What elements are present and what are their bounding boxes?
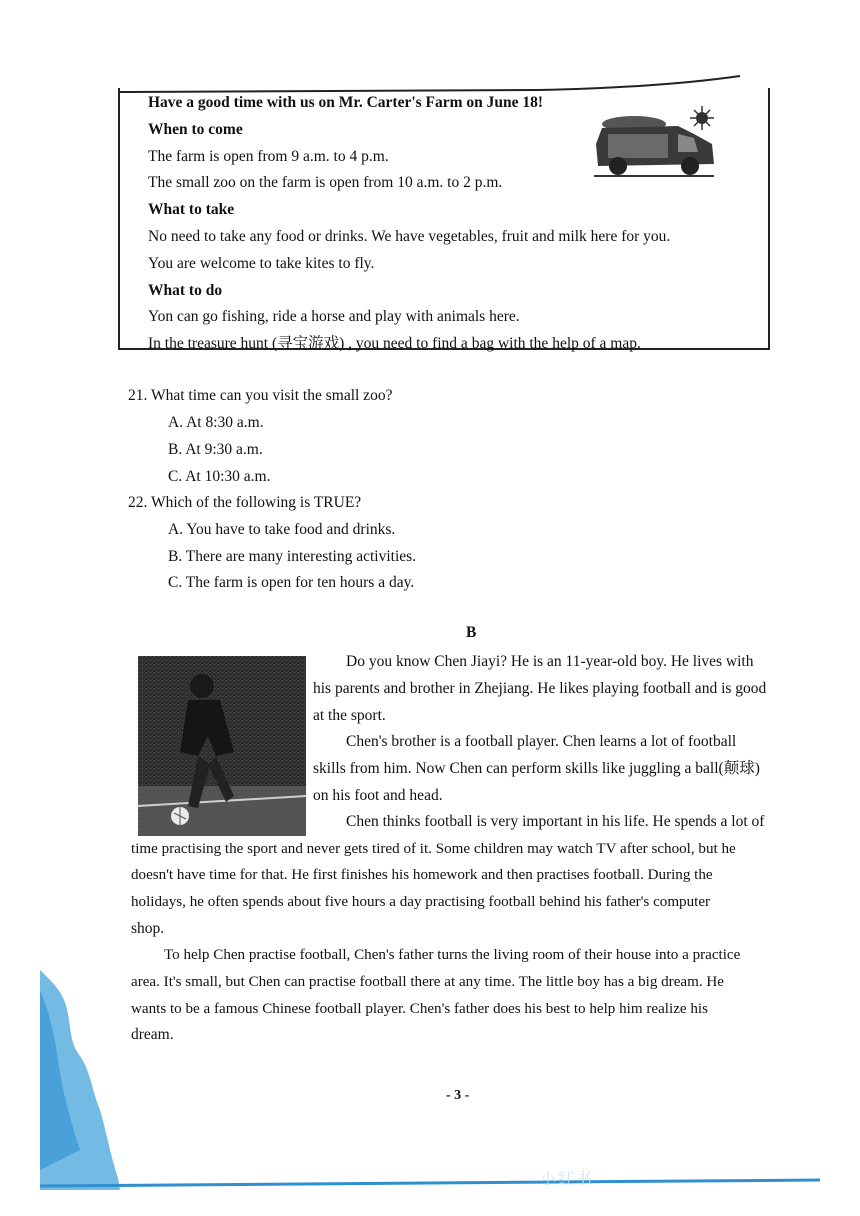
section-heading: B <box>466 624 477 641</box>
notice-line: In the treasure hunt (寻宝游戏) , you need to find a bag with the help of a map. <box>148 335 641 353</box>
passage-line: time practising the sport and never gets tired of it. Some children may watch TV after school, but he <box>131 841 736 857</box>
ink-stain <box>40 970 140 1190</box>
q22-option-b: B. There are many interesting activities. <box>168 548 417 565</box>
notice-heading-take: What to take <box>148 201 235 219</box>
notice-line: The small zoo on the farm is open from 10 a.m. to 2 p.m. <box>148 174 503 192</box>
watermark-text: 小红书 <box>540 1169 595 1188</box>
notice-heading-when: When to come <box>148 120 243 138</box>
q22-option-c: C. The farm is open for ten hours a day. <box>168 574 415 591</box>
passage-line: wants to be a famous Chinese football player. Chen's father does his best to help him realize his <box>131 1001 708 1017</box>
q21-option-b: B. At 9:30 a.m. <box>168 441 263 458</box>
notice-heading-do: What to do <box>148 281 223 299</box>
q22-option-a: A. You have to take food and drinks. <box>168 521 396 538</box>
passage-line: Chen's brother is a football player. Chen learns a lot of football <box>346 733 737 750</box>
passage-line: his parents and brother in Zhejiang. He likes playing football and is good <box>313 680 767 697</box>
passage-line: at the sport. <box>313 707 386 724</box>
passage-line: shop. <box>131 920 165 937</box>
notice-line: Yon can go fishing, ride a horse and play with animals here. <box>148 308 520 326</box>
q21-option-c: C. At 10:30 a.m. <box>168 468 271 485</box>
q21-option-a: A. At 8:30 a.m. <box>168 414 264 431</box>
farm-truck-illustration <box>594 104 720 182</box>
notice-title: Have a good time with us on Mr. Carter's Farm on June 18! <box>148 94 544 111</box>
passage-line: dream. <box>131 1026 174 1043</box>
passage-line: skills from him. Now Chen can perform skills like juggling a ball(颠球) <box>313 760 760 777</box>
notice-line: You are welcome to take kites to fly. <box>148 254 375 272</box>
notice-line: The farm is open from 9 a.m. to 4 p.m. <box>148 147 389 165</box>
passage-line: Chen thinks football is very important in his life. He spends a lot of <box>346 813 765 830</box>
football-player-photo <box>138 656 306 836</box>
passage-line: Do you know Chen Jiayi? He is an 11-year-old boy. He lives with <box>346 653 754 670</box>
passage-line: area. It's small, but Chen can practise football there at any time. The little boy has a big dream. He <box>131 974 724 990</box>
question-21: 21. What time can you visit the small zoo? <box>128 387 393 404</box>
question-22: 22. Which of the following is TRUE? <box>128 494 362 511</box>
farm-notice-box <box>118 88 770 353</box>
page-number: - 3 - <box>446 1088 470 1103</box>
passage-line: doesn't have time for that. He first finishes his homework and then practises football. During the <box>131 867 713 883</box>
passage-line: holidays, he often spends about five hours a day practising football behind his father's computer <box>131 894 711 910</box>
notice-line: No need to take any food or drinks. We have vegetables, fruit and milk here for you. <box>148 227 671 245</box>
passage-line: on his foot and head. <box>313 787 443 804</box>
passage-line: To help Chen practise football, Chen's father turns the living room of their house into a practice <box>164 947 741 963</box>
